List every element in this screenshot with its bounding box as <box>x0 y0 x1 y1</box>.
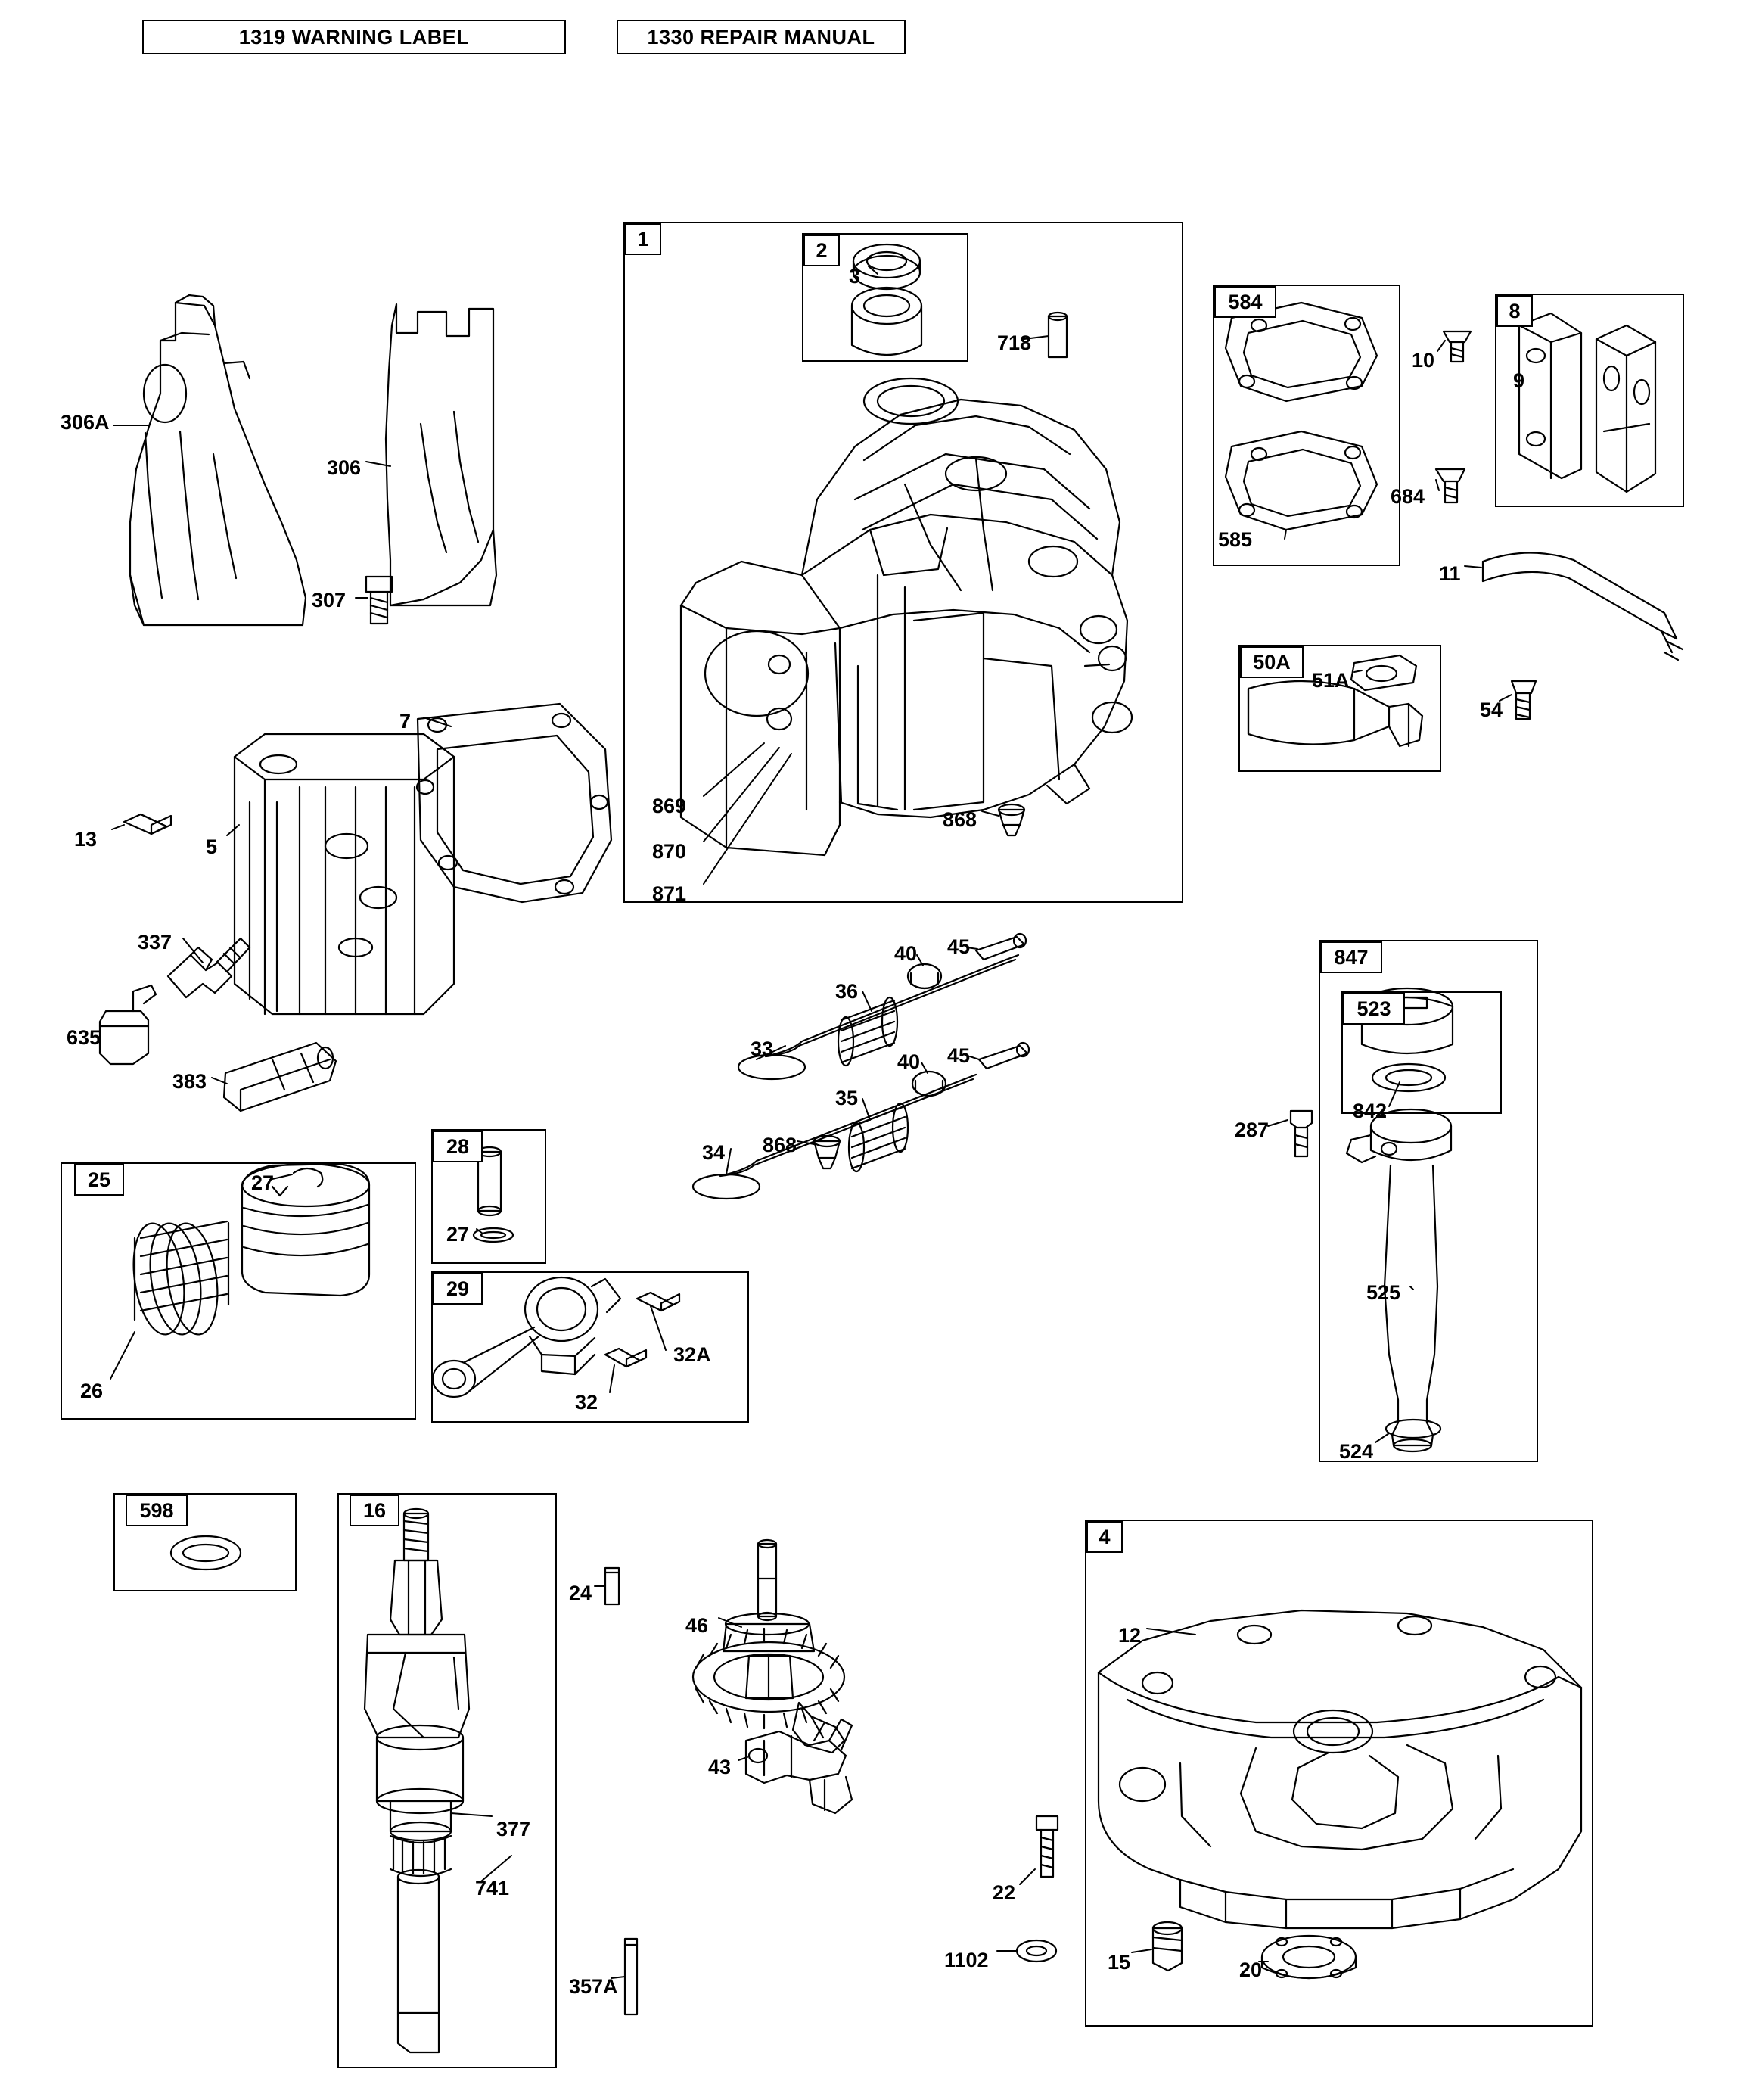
part-33-valve <box>738 955 1018 1079</box>
part-24-key <box>605 1568 619 1604</box>
group-frame-25 <box>61 1162 416 1420</box>
callout-26: 26 <box>80 1380 104 1402</box>
group-number-847: 847 <box>1320 941 1382 973</box>
callout-525: 525 <box>1366 1281 1401 1304</box>
callout-868-valve: 868 <box>763 1134 797 1156</box>
callout-24: 24 <box>569 1582 592 1604</box>
group-number-25: 25 <box>74 1164 124 1196</box>
part-36-spring <box>838 997 897 1066</box>
callout-35: 35 <box>835 1087 859 1109</box>
group-number-29: 29 <box>433 1273 483 1305</box>
part-11-tube <box>1483 552 1683 660</box>
part-45-keeper-lower <box>979 1043 1029 1069</box>
callout-45-upper: 45 <box>947 935 971 958</box>
part-1102-washer <box>1017 1940 1056 1962</box>
part-7-head-gasket <box>417 704 611 902</box>
group-number-16: 16 <box>350 1495 399 1526</box>
part-45-keeper-upper <box>976 934 1026 960</box>
group-frame-16 <box>337 1493 557 2068</box>
part-383-ignition-coil <box>224 1043 336 1111</box>
callout-307: 307 <box>312 589 347 611</box>
header-warning-label-box: 1319 WARNING LABEL <box>142 20 566 54</box>
callout-12: 12 <box>1118 1624 1142 1647</box>
callout-357A: 357A <box>569 1975 618 1998</box>
callout-684: 684 <box>1391 485 1425 508</box>
callout-20: 20 <box>1239 1958 1263 1981</box>
part-43-governor <box>746 1719 852 1813</box>
callout-13: 13 <box>74 828 98 851</box>
part-22-bolt <box>1036 1816 1058 1877</box>
callout-377: 377 <box>496 1818 531 1840</box>
part-10-screw <box>1444 331 1471 362</box>
callout-51A: 51A <box>1312 669 1350 692</box>
callout-10: 10 <box>1412 349 1435 372</box>
callout-842: 842 <box>1353 1100 1388 1122</box>
callout-741: 741 <box>475 1877 510 1899</box>
callout-5: 5 <box>206 835 218 858</box>
callout-33: 33 <box>751 1038 774 1060</box>
callout-585: 585 <box>1218 528 1253 551</box>
callout-524: 524 <box>1339 1440 1374 1463</box>
part-34-valve <box>693 1075 976 1199</box>
part-40-retainer-lower <box>912 1072 946 1096</box>
part-635-boot <box>100 985 156 1064</box>
callout-287: 287 <box>1235 1118 1270 1141</box>
callout-43: 43 <box>708 1756 732 1778</box>
group-number-4: 4 <box>1086 1521 1123 1553</box>
group-number-598: 598 <box>126 1495 188 1526</box>
callout-27-upper: 27 <box>251 1171 275 1194</box>
callout-869: 869 <box>652 795 687 817</box>
part-287-fitting <box>1291 1111 1312 1156</box>
group-number-523: 523 <box>1343 993 1405 1025</box>
callout-11: 11 <box>1439 562 1461 585</box>
callout-45-lower: 45 <box>947 1044 971 1067</box>
part-684-screw <box>1436 469 1465 502</box>
part-306-heat-shield <box>386 304 496 605</box>
header-repair-manual-box: 1330 REPAIR MANUAL <box>617 20 906 54</box>
callout-32: 32 <box>575 1391 598 1414</box>
callout-40-upper: 40 <box>894 942 918 965</box>
callout-9: 9 <box>1513 369 1525 392</box>
group-number-28: 28 <box>433 1131 483 1162</box>
callout-718: 718 <box>997 331 1032 354</box>
group-number-584: 584 <box>1214 286 1276 318</box>
callout-46: 46 <box>685 1614 709 1637</box>
callout-306A: 306A <box>61 411 110 434</box>
part-307-bolt <box>366 577 392 624</box>
callout-32A: 32A <box>673 1343 711 1366</box>
callout-870: 870 <box>652 840 687 863</box>
callout-383: 383 <box>172 1070 207 1093</box>
callout-635: 635 <box>67 1026 101 1049</box>
part-13-bolt <box>124 814 171 834</box>
callout-34: 34 <box>702 1141 726 1164</box>
group-frame-4 <box>1085 1520 1593 2027</box>
part-337-spark-plug <box>168 938 250 997</box>
part-868-seal <box>814 1136 840 1168</box>
group-number-50A: 50A <box>1240 646 1304 678</box>
callout-54: 54 <box>1480 698 1503 721</box>
callout-1102: 1102 <box>944 1949 989 1971</box>
part-5-cylinder-head <box>235 734 454 1014</box>
part-357A-key <box>625 1939 637 2014</box>
callout-3: 3 <box>849 265 861 288</box>
group-frame-584 <box>1213 285 1400 566</box>
callout-36: 36 <box>835 980 859 1003</box>
part-46-camshaft <box>693 1540 844 1753</box>
callout-7: 7 <box>399 710 412 733</box>
callout-40-lower: 40 <box>897 1050 921 1073</box>
callout-868-crankcase: 868 <box>943 808 977 831</box>
part-40-retainer-upper <box>908 964 941 988</box>
part-54-bolt <box>1512 681 1536 719</box>
group-number-8: 8 <box>1496 295 1533 327</box>
callout-15: 15 <box>1108 1951 1131 1974</box>
callout-27-lower: 27 <box>446 1223 470 1246</box>
part-306A-shield <box>130 295 306 625</box>
callout-871: 871 <box>652 882 687 905</box>
group-number-2: 2 <box>803 235 840 266</box>
callout-306: 306 <box>327 456 362 479</box>
callout-337: 337 <box>138 931 172 954</box>
callout-22: 22 <box>993 1881 1016 1904</box>
group-number-1: 1 <box>625 223 661 255</box>
part-35-spring <box>849 1103 908 1171</box>
